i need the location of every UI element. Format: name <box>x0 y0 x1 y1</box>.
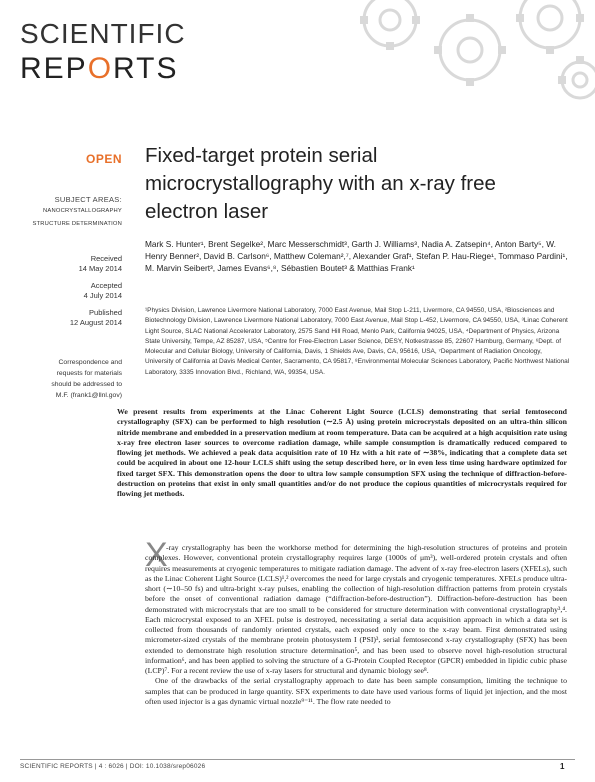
body-paragraph: -ray crystallography has been the workhorse method for determining the high-resolution structures of proteins and protein complexes. However, conventional protein crystallography requires large (1000s of μm³), well-ordered protein crystals and often requires measurements at cryogenic temperatures to mitigate radiation damage. The advent of x-ray free-electron lasers (XFELs), such as the Linac Coherent Light Source (LCLS)¹,² overcomes the need for large crystals and cryogenic temperatures. XFELs produce ultra-short (∼10–50 fs) and ultra-bright x-ray pulses, enabling the collection of high-resolution diffraction patterns from protein crystals before the onset of conventional radiation damage (“diffraction-before-destruction”). Diffraction-before-destruction has been demonstrated with microcrystals that are too small to be considered for structure determination with conventional crystallography³,⁴. Each microcrystal exposed to an XFEL pulse is destroyed, necessitating a serial data acquisition approach in which a data set is collected from thousands of randomly oriented crystals, each exposed only once to the x-ray beam. First demonstrated using micrometer-sized crystals of the membrane protein photosystem I (PSI)³, serial femtosecond x-ray crystallography (SFX) has been extended to demonstrate high resolution structure determination⁵, and has been used to observe novel high-resolution structural information⁶, and has been applied to solving the structure of a G-Protein Coupled Receptor (GPCR) embedded in lipidic cubic phase (LCP)⁷. For a recent review the use of x-ray lasers for structural and dynamic biology see⁸. <box>145 543 567 675</box>
open-access-label: OPEN <box>85 152 122 166</box>
published-label: Published <box>89 308 122 317</box>
footer-citation: SCIENTIFIC REPORTS | 4 : 6026 | DOI: 10.1038/srep06026 <box>20 763 206 770</box>
footer-divider <box>20 759 575 760</box>
article-title: Fixed-target protein serial microcrystallography with an x-ray free electron laser <box>145 144 496 223</box>
published-date: 12 August 2014 <box>69 318 122 327</box>
abstract: We present results from experiments at the Linac Coherent Light Source (LCLS) demonstrating that serial femtosecond crystallography (SFX) can be performed to high resolution (∼2.5 Å) using protein microcrystals deposited on an ultra-thin silicon nitride membrane and embedded in a preservation medium at room temperature. Data can be acquired at a high acquisition rate using x-ray free electron laser sources to overcome radiation damage, while sample consumption is dramatically reduced compared to flowing jet methods. We achieved a peak data acquisition rate of 10 Hz with a hit rate of ∼38%, indicating that a complete data set could be acquired in about one 12-hour LCLS shift using the setup described here, or in even less time using hardware optimized for fixed target SFX. This demonstration opens the door to ultra low sample consumption SFX using the technique of diffraction-before-destruction on proteins that exist in only small quantities and/or do not produce the copious quantities of microcrystals required for flowing jet methods. <box>117 407 567 499</box>
journal-logo <box>20 14 230 84</box>
author-list: Mark S. Hunter¹, Brent Segelke², Marc Messerschmidt³, Garth J. Williams³, Nadia A. Zatsepin⁴, Anton Barty⁵, W. Henry Benner², David B. Carlson⁶, Matthew Coleman²,⁷, Alexander Graf¹, Stefan P. Hau-Riege¹, Tommaso Pardini¹, M. Marvin Seibert³, James Evans⁶,⁸, Sébastien Boutet³ & Matthias Frank¹ <box>145 239 568 273</box>
logo-line-scientific: SCIENTIFIC <box>20 18 186 49</box>
gears-decoration-icon <box>330 0 595 110</box>
subject-areas-heading: SUBJECT AREAS: <box>54 195 122 204</box>
article-body <box>145 543 567 707</box>
received-date: 14 May 2014 <box>78 264 122 273</box>
subject-area-link[interactable]: STRUCTURE DETERMINATION <box>32 221 122 227</box>
correspondence-email-link[interactable]: M.F. (frank1@llnl.gov) <box>55 392 122 399</box>
received-label: Received <box>90 254 122 263</box>
body-paragraph: One of the drawbacks of the serial crystallography approach to date has been sample consumption, limiting the technique to samples that can be produced in large quantity. SFX experiments to date have used various forms of liquid jet injection, and the most often used injector is a gas dynamic virtual nozzle⁹⁻¹¹. The flow rate needed to <box>145 676 567 706</box>
drop-cap: X <box>145 536 168 574</box>
logo-line-reports: REPORTS <box>20 52 179 85</box>
subject-area-link[interactable]: NANOCRYSTALLOGRAPHY <box>43 208 122 214</box>
page-number: 1 <box>560 762 565 771</box>
accepted-date: 4 July 2014 <box>83 291 122 300</box>
affiliations: ¹Physics Division, Lawrence Livermore National Laboratory, 7000 East Avenue, Mail Stop L-211, Livermore, CA 94550, USA, ²Biosciences and Biotechnology Division, Lawrence Livermore National Laboratory, 7000 East Avenue, Mail Stop L-452, Livermore, CA 94550, USA, ³Linac Coherent Light Source, SLAC National Accelerator Laboratory, 2575 Sand Hill Road, Menlo Park, California 94025, USA, ⁴Department of Physics, Arizona State University, Tempe, AZ 85287, USA, ⁵Centre for Free-Electron Laser Science, DESY, Notkestrasse 85, 22607 Hamburg, Germany, ⁶Dept. of Molecular and Cellular Biology, University of California, Davis, 1 Shields Ave, Davis, CA, 95616, USA, ⁷Department of Radiation Oncology, University of California at Davis Medical Center, Sacramento, CA 95817, ⁸Environmental Molecular Sciences Laboratory, Pacific Northwest National Laboratory, 3335 Innovation Blvd., Richland, WA, 99354, USA. <box>145 307 570 376</box>
accepted-label: Accepted <box>90 281 122 290</box>
correspondence-note: Correspondence and requests for materials should be addressed to M.F. (frank1@llnl.gov) <box>20 357 122 401</box>
